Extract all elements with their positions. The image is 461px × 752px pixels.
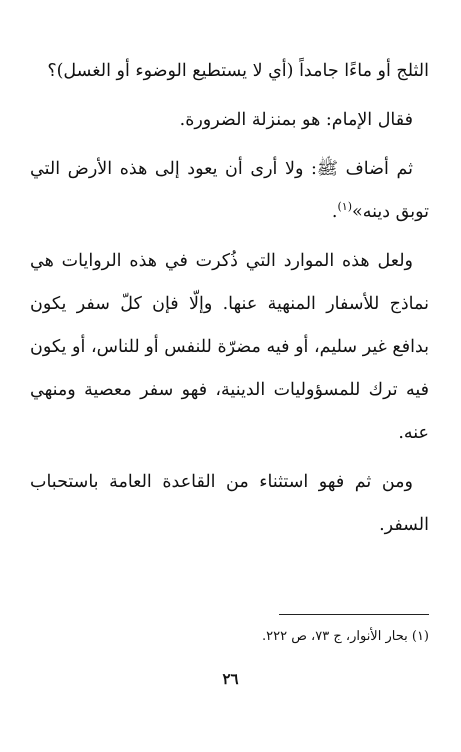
paragraph-4 bbox=[30, 240, 429, 455]
paragraph-5 bbox=[30, 461, 429, 547]
footnote bbox=[30, 627, 429, 647]
footnote-marker-label: (١) bbox=[411, 629, 429, 644]
paragraph-5-text: ومن ثم فهو استثناء من القاعدة العامة باستحباب السفر. bbox=[30, 472, 429, 535]
paragraph-2 bbox=[30, 99, 429, 142]
paragraph-3 bbox=[30, 148, 429, 234]
paragraph-3-trailing: . bbox=[331, 202, 338, 222]
paragraph-3-text: ثم أضاف ﷺ: ولا أرى أن يعود إلى هذه الأرض التي توبق دينه» bbox=[30, 159, 429, 222]
footnote-text: بحار الأنوار، ج ٧٣، ص ٢٢٢. bbox=[261, 629, 408, 644]
footnote-marker: (١) bbox=[337, 200, 353, 214]
paragraph-1 bbox=[30, 50, 429, 93]
paragraph-4-text: ولعل هذه الموارد التي ذُكرت في هذه الروايات هي نماذج للأسفار المنهية عنها. وإلّا فإن كلّ سفر يكون بدافع غير سليم، أو فيه مضرّة للنفس أو للناس، أو يكون فيه ترك للمسؤوليات الدينية، فهو سفر معصية ومنهي عنه. bbox=[30, 251, 429, 443]
main-text bbox=[30, 50, 429, 547]
page-number: ٢٦ bbox=[222, 670, 239, 688]
paragraph-2-text: فقال الإمام: هو بمنزلة الضرورة. bbox=[179, 110, 413, 130]
footnote-separator bbox=[279, 614, 429, 615]
paragraph-1-text: الثلج أو ماءًا جامداً (أي لا يستطيع الوضوء أو الغسل)؟ bbox=[47, 61, 429, 81]
